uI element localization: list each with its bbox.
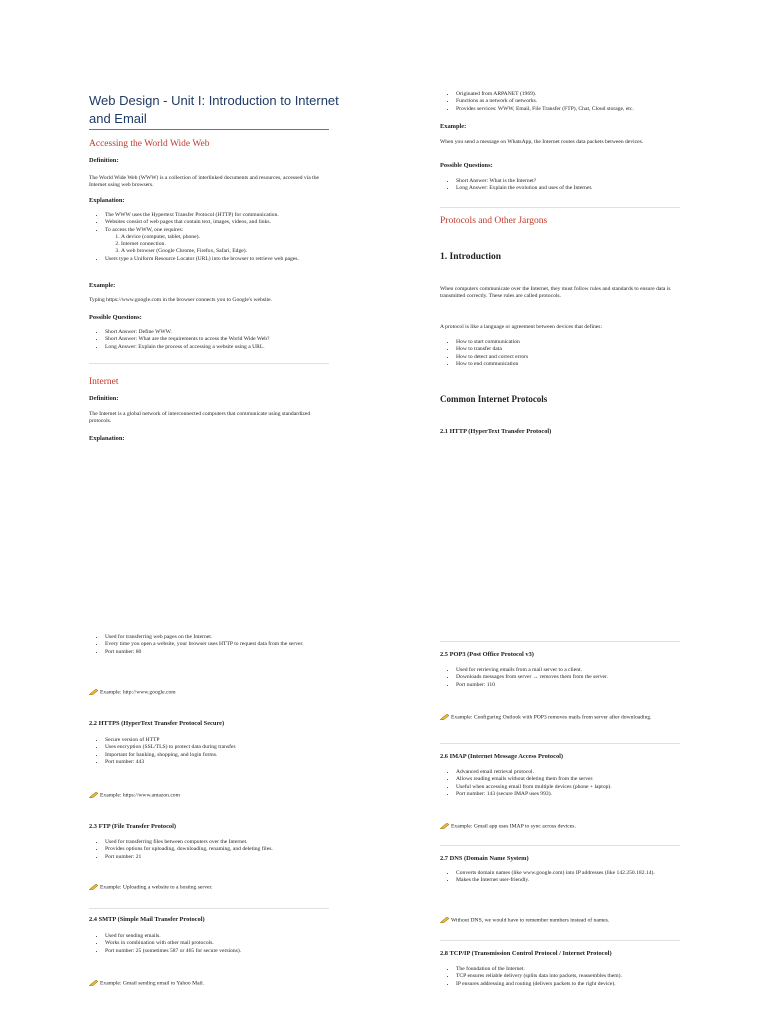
list-item: • Port number: 143 (secure IMAP uses 993). [456, 791, 680, 798]
list-item: • TCP ensures reliable delivery (splits data into packets, reassembles them). [456, 973, 680, 980]
list-item: • Port number: 25 (sometimes 587 or 465 for secure versions). [105, 948, 329, 955]
www-heading: Accessing the World Wide Web [89, 139, 210, 149]
pop3-heading: 2.5 POP3 (Post Office Protocol v3) [440, 651, 534, 658]
protocol-definition-text: A protocol is like a language or agreement between devices that defines: [440, 324, 603, 330]
list-item: • Users type a Uniform Resource Locator (URL) into the browser to retrieve web pages. [105, 256, 329, 263]
internet-questions [440, 178, 680, 193]
list-item: 1. A device (computer, tablet, phone). [121, 234, 329, 241]
pencil-icon [440, 714, 449, 720]
list-item: • Makes the Internet user-friendly. [456, 877, 680, 884]
http-example: Example: http://www.google.com [89, 689, 329, 697]
http-heading: 2.1 HTTP (HyperText Transfer Protocol) [440, 428, 552, 435]
smtp-bullets [89, 933, 329, 955]
list-item: • Uses encryption (SSL/TLS) to protect data during transfer. [105, 744, 329, 751]
list-item: • How to end communication [456, 361, 680, 368]
list-item: • Originated from ARPANET (1969). [456, 91, 680, 98]
divider [89, 363, 329, 364]
dns-bullets [440, 870, 680, 885]
list-item: • How to transfer data [456, 346, 680, 353]
list-item: • Websites consist of web pages that contain text, images, videos, and links. [105, 219, 329, 226]
list-item: • Short Answer: What is the Internet? [456, 178, 680, 185]
pop3-example: Example: Configuring Outlook with POP3 removes mails from server after downloading. [440, 714, 680, 722]
common-protocols-heading: Common Internet Protocols [440, 394, 548, 404]
imap-bullets [440, 769, 680, 798]
www-example-label: Example: [89, 282, 116, 289]
list-item: • Used for transferring web pages on the Internet. [105, 634, 329, 641]
divider [440, 743, 680, 744]
introduction-text: When computers communicate over the Internet, they must follow rules and standards to ensure data is transmitted correctly. These rules are called protocols. [440, 286, 671, 300]
internet-questions-label: Possible Questions: [440, 162, 493, 169]
list-item: • Allows reading emails without deleting them from the server. [456, 776, 680, 783]
list-item: 3. A web browser (Google Chrome, Firefox, Safari, Edge). [121, 248, 329, 255]
ftp-bullets [89, 839, 329, 861]
list-item: • Port number: 80 [105, 649, 329, 656]
internet-explanation-label: Explanation: [89, 435, 125, 442]
list-item: • Port number: 110 [456, 682, 680, 689]
www-questions [89, 329, 329, 351]
https-heading: 2.2 HTTPS (HyperText Transfer Protocol Secure) [89, 720, 225, 727]
pencil-icon [89, 980, 98, 986]
list-item: • Used for retrieving emails from a mail server to a client. [456, 667, 680, 674]
list-item: • Port number: 443 [105, 759, 329, 766]
list-item: • The foundation of the Internet. [456, 966, 680, 973]
list-item: • IP ensures addressing and routing (delivers packets to the right device). [456, 981, 680, 988]
introduction-heading: 1. Introduction [440, 252, 502, 262]
pencil-icon [440, 823, 449, 829]
www-definition-text: The World Wide Web (WWW) is a collection of interlinked documents and resources, accessed via the Internet using web browsers. [89, 175, 320, 189]
divider [440, 207, 680, 208]
list-item: 2. Internet connection. [121, 241, 329, 248]
list-item: • To access the WWW, one requires: 1. A device (computer, tablet, phone). 2. Internet connection. 3. A web browser (Google Chrome, Firefox, Safari, Edge). [105, 227, 329, 256]
list-item: • Downloads messages from server → removes them from the server. [456, 674, 680, 681]
internet-definition-text: The Internet is a global network of interconnected computers that communicate using standardized protocols. [89, 411, 311, 425]
dns-heading: 2.7 DNS (Domain Name System) [440, 855, 529, 862]
list-item: • Used for transferring files between computers over the Internet. [105, 839, 329, 846]
divider [89, 908, 329, 909]
list-item: • Useful when accessing email from multiple devices (phone + laptop). [456, 784, 680, 791]
list-item: • Long Answer: Explain the process of accessing a website using a URL. [105, 344, 329, 351]
divider [440, 845, 680, 846]
list-item: • The WWW uses the Hypertext Transfer Protocol (HTTP) for communication. [105, 212, 329, 219]
smtp-example: Example: Gmail sending email to Yahoo Mail. [89, 980, 329, 988]
pencil-icon [89, 884, 98, 890]
list-item: • How to detect and correct errors [456, 354, 680, 361]
list-item: • How to start communication [456, 339, 680, 346]
list-item: • Short Answer: What are the requirements to access the World Wide Web? [105, 336, 329, 343]
list-item: • Functions as a network of networks. [456, 98, 680, 105]
https-bullets [89, 737, 329, 766]
pop3-bullets [440, 667, 680, 689]
ftp-heading: 2.3 FTP (File Transfer Protocol) [89, 823, 177, 830]
smtp-heading: 2.4 SMTP (Simple Mail Transfer Protocol) [89, 916, 205, 923]
protocol-defines-list [440, 339, 680, 368]
pencil-icon [89, 792, 98, 798]
internet-bullets [440, 91, 680, 113]
imap-example: Example: Gmail app uses IMAP to sync across devices. [440, 823, 680, 831]
internet-example-text: When you send a message on WhatsApp, the Internet routes data packets between devices. [440, 139, 644, 145]
protocols-heading: Protocols and Other Jargons [440, 216, 548, 226]
http-bullets [89, 634, 329, 656]
internet-definition-label: Definition: [89, 395, 119, 402]
list-item: • Converts domain names (like www.google.com) into IP addresses (like 142.250.182.14). [456, 870, 680, 877]
tcpip-heading: 2.8 TCP/IP (Transmission Control Protocol / Internet Protocol) [440, 950, 612, 957]
imap-heading: 2.6 IMAP (Internet Message Access Protocol) [440, 753, 564, 760]
list-item: • Provides options for uploading, downloading, renaming, and deleting files. [105, 846, 329, 853]
list-item: • Every time you open a website, your browser uses HTTP to request data from the server. [105, 641, 329, 648]
list-item: • Advanced email retrieval protocol. [456, 769, 680, 776]
www-questions-label: Possible Questions: [89, 314, 142, 321]
www-example-text: Typing https://www.google.com in the browser connects you to Google's website. [89, 297, 272, 303]
document-title: Web Design - Unit I: Introduction to Internet and Email [89, 93, 339, 126]
list-item: • Secure version of HTTP [105, 737, 329, 744]
list-item: • Works in combination with other mail protocols. [105, 940, 329, 947]
divider [440, 940, 680, 941]
dns-example: Without DNS, we would have to remember numbers instead of names. [440, 917, 680, 925]
www-explanation-label: Explanation: [89, 197, 125, 204]
list-item: • Important for banking, shopping, and login forms. [105, 752, 329, 759]
list-item: • Long Answer: Explain the evolution and uses of the Internet. [456, 185, 680, 192]
pencil-icon [89, 689, 98, 695]
internet-heading: Internet [89, 377, 119, 387]
list-item: • Used for sending emails. [105, 933, 329, 940]
tcpip-bullets [440, 966, 680, 988]
title-underline [89, 129, 329, 130]
divider [440, 641, 680, 642]
list-item: • Provides services: WWW, Email, File Transfer (FTP), Chat, Cloud storage, etc. [456, 106, 680, 113]
https-example: Example: https://www.amazon.com [89, 792, 329, 800]
list-item: • Short Answer: Define WWW. [105, 329, 329, 336]
pencil-icon [440, 917, 449, 923]
list-item: • Port number: 21 [105, 854, 329, 861]
ftp-example: Example: Uploading a website to a hosting server. [89, 884, 329, 892]
internet-example-label: Example: [440, 123, 467, 130]
www-definition-label: Definition: [89, 157, 119, 164]
www-bullets [89, 212, 329, 263]
